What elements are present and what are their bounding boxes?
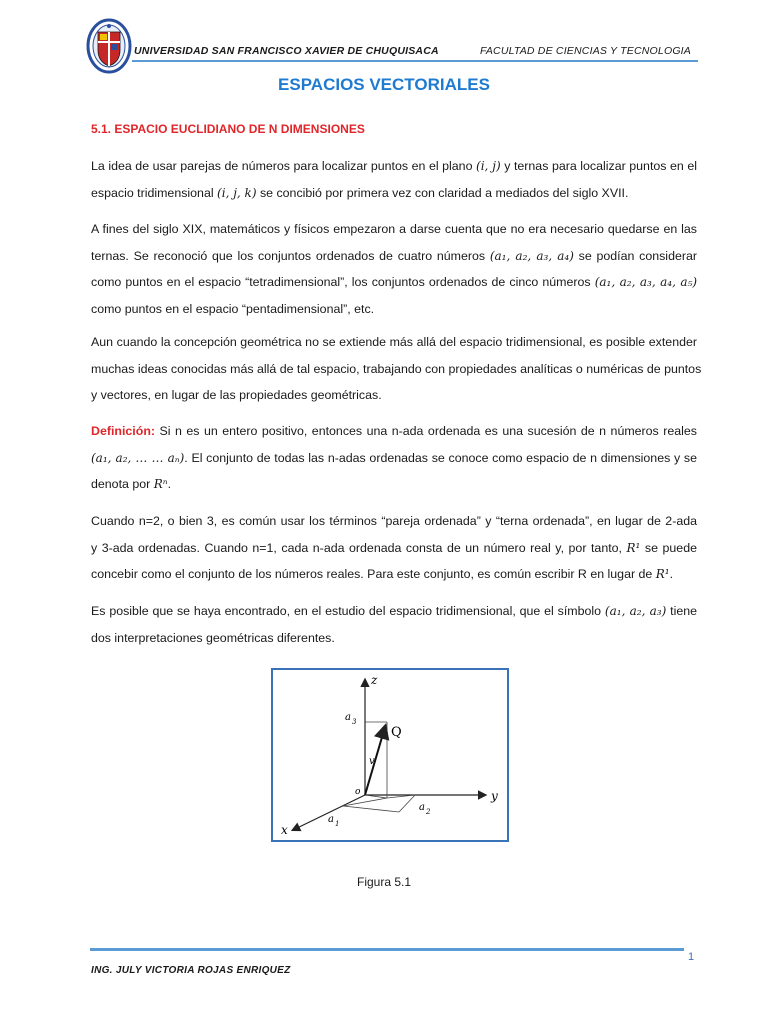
footer-divider [90,948,684,951]
header-divider [132,60,698,62]
paragraph-2: A fines del siglo XIX, matemáticos y físicos empezaron a darse cuenta que no era necesario quedarse en las ternas. Se reconoció que los conjuntos ordenados de cuatro números (a₁, a₂, a₃, a₄) se podían considerar como puntos en el espacio “tetradimensional”, los conjuntos ordenados de cinco números (a₁, a₂, a₃, a₄, a₅) como puntos en el espacio “pentadimensional”, etc. [91,222,697,316]
paragraph-1: La idea de usar parejas de números para localizar puntos en el plano (i, j) y ternas para localizar puntos en el espacio tridimensional (i, j, k) se concibió por primera vez con claridad a mediados del siglo XVII. [91,159,697,200]
paragraph-3: Aun cuando la concepción geométrica no se extiende más allá del espacio tridimensional, es posible extender muchas ideas conocidas más allá de tal espacio, trabajando con propiedades analíticas o numéricas de puntos y vectores, en lugar de las propiedades geométricas. [91,335,702,402]
university-shield-logo [86,18,132,74]
figure-caption: Figura 5.1 [356,875,412,889]
a2-projection [399,795,415,812]
label-a3-sub: 3 [352,718,357,726]
label-a1-sub: 1 [335,820,340,828]
vector-v-arrow [365,727,385,795]
definition-label: Definición: [91,424,156,438]
footer-author: ING. JULY VICTORIA ROJAS ENRIQUEZ [91,965,291,976]
label-x: x [281,823,288,837]
label-v: v [369,756,375,767]
label-q: Q [391,725,402,740]
label-a1: a [328,814,334,825]
page-title: ESPACIOS VECTORIALES [278,75,490,94]
label-origin: o [355,787,361,797]
label-a2-sub: 2 [426,808,431,816]
paragraph-5: Cuando n=2, o bien 3, es común usar los términos “pareja ordenada” y “terna ordenada”, en lugar de 2-ada y 3-ada ordenadas. Cuando n=1, cada n-ada ordenada consta de un número real y, por tanto, R¹ se puede concebir como el conjunto de los números reales. Para este conjunto, es común escribir R en lugar de R¹. [91,514,697,581]
label-a3: a [345,712,351,723]
page-number: 1 [688,951,695,963]
section-heading: 5.1. ESPACIO EUCLIDIANO DE N DIMENSIONES [91,122,365,136]
a1-projection [343,806,399,812]
vector-3d-diagram [273,670,507,840]
label-y: y [491,789,498,803]
header-faculty: FACULTAD DE CIENCIAS Y TECNOLOGIA [480,45,692,57]
paragraph-6: Es posible que se haya encontrado, en el estudio del espacio tridimensional, que el símbolo (a₁, a₂, a₃) tiene dos interpretaciones geométricas diferentes. [91,604,698,645]
header-university: UNIVERSIDAD SAN FRANCISCO XAVIER DE CHUQUISACA [134,45,439,57]
page-header [86,18,698,74]
paragraph-definition: Definición: Si n es un entero positivo, entonces una n-ada ordenada es una sucesión de n números reales (a₁, a₂, … … aₙ). El conjunto de todas las n-adas ordenadas se conoce como espacio de n dimensiones y se denota por Rⁿ. [91,424,697,491]
figure-5-1 [271,668,509,842]
label-z: z [371,673,378,687]
label-a2: a [419,802,425,813]
